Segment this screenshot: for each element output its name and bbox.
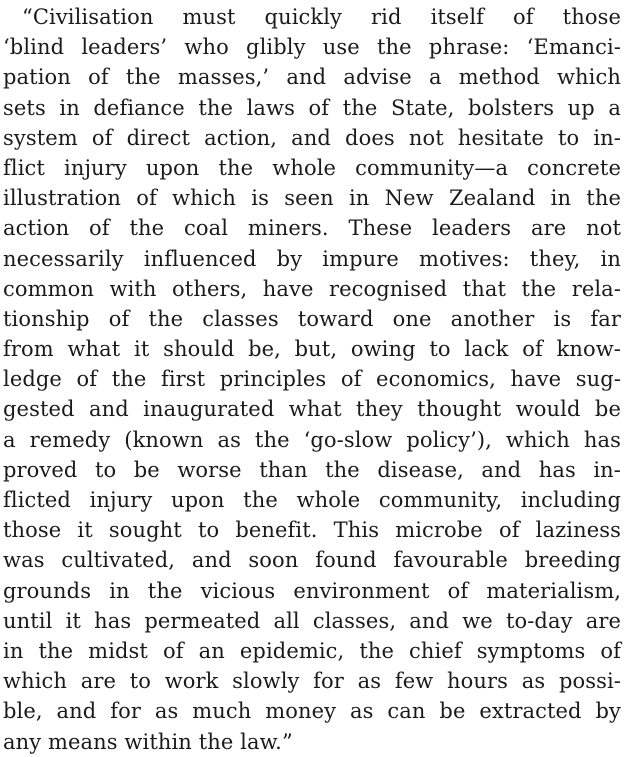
text-line: gested and inaugurated what they thought would be — [3, 397, 621, 422]
text-line: action of the coal miners. These leaders are not — [3, 216, 621, 241]
text-line: proved to be worse than the disease, and has in- — [3, 457, 621, 482]
text-line: ble, and for as much money as can be extracted by — [3, 699, 621, 724]
text-line: those it sought to benefit. This microbe of laziness — [3, 518, 621, 543]
text-line: pation of the masses,’ and advise a method which — [3, 65, 621, 90]
text-line: flicted injury upon the whole community, including — [3, 488, 621, 512]
text-line: until it has permeated all classes, and we to-day are — [3, 608, 621, 633]
text-line: grounds in the vicious environment of materialism, — [3, 578, 621, 603]
text-line: flict injury upon the whole community—a concrete — [3, 155, 621, 180]
text-line: sets in defiance the laws of the State, bolsters up a — [3, 95, 621, 120]
text-line: common with others, have recognised that the rela- — [3, 276, 621, 301]
text-line: necessarily influenced by impure motives: they, in — [3, 246, 621, 271]
text-line: any means within the law.” — [3, 729, 293, 754]
text-line: which are to work slowly for as few hours as possi- — [3, 669, 621, 694]
text-line: “Civilisation must quickly rid itself of those — [22, 5, 621, 29]
text-line: tionship of the classes toward one another is far — [3, 306, 621, 331]
text-line: a remedy (known as the ‘go-slow policy’), which has — [3, 427, 621, 452]
text-line: illustration of which is seen in New Zealand in the — [3, 186, 621, 211]
text-line: ‘blind leaders’ who glibly use the phrase: ‘Emanci- — [3, 35, 621, 60]
quoted-paragraph — [3, 2, 621, 757]
text-line: ledge of the first principles of economics, have sug- — [3, 367, 621, 392]
text-line: was cultivated, and soon found favourable breeding — [3, 548, 621, 573]
text-line: from what it should be, but, owing to lack of know- — [3, 337, 621, 362]
text-line: in the midst of an epidemic, the chief symptoms of — [3, 638, 621, 663]
text-line: system of direct action, and does not hesitate to in- — [3, 125, 621, 150]
